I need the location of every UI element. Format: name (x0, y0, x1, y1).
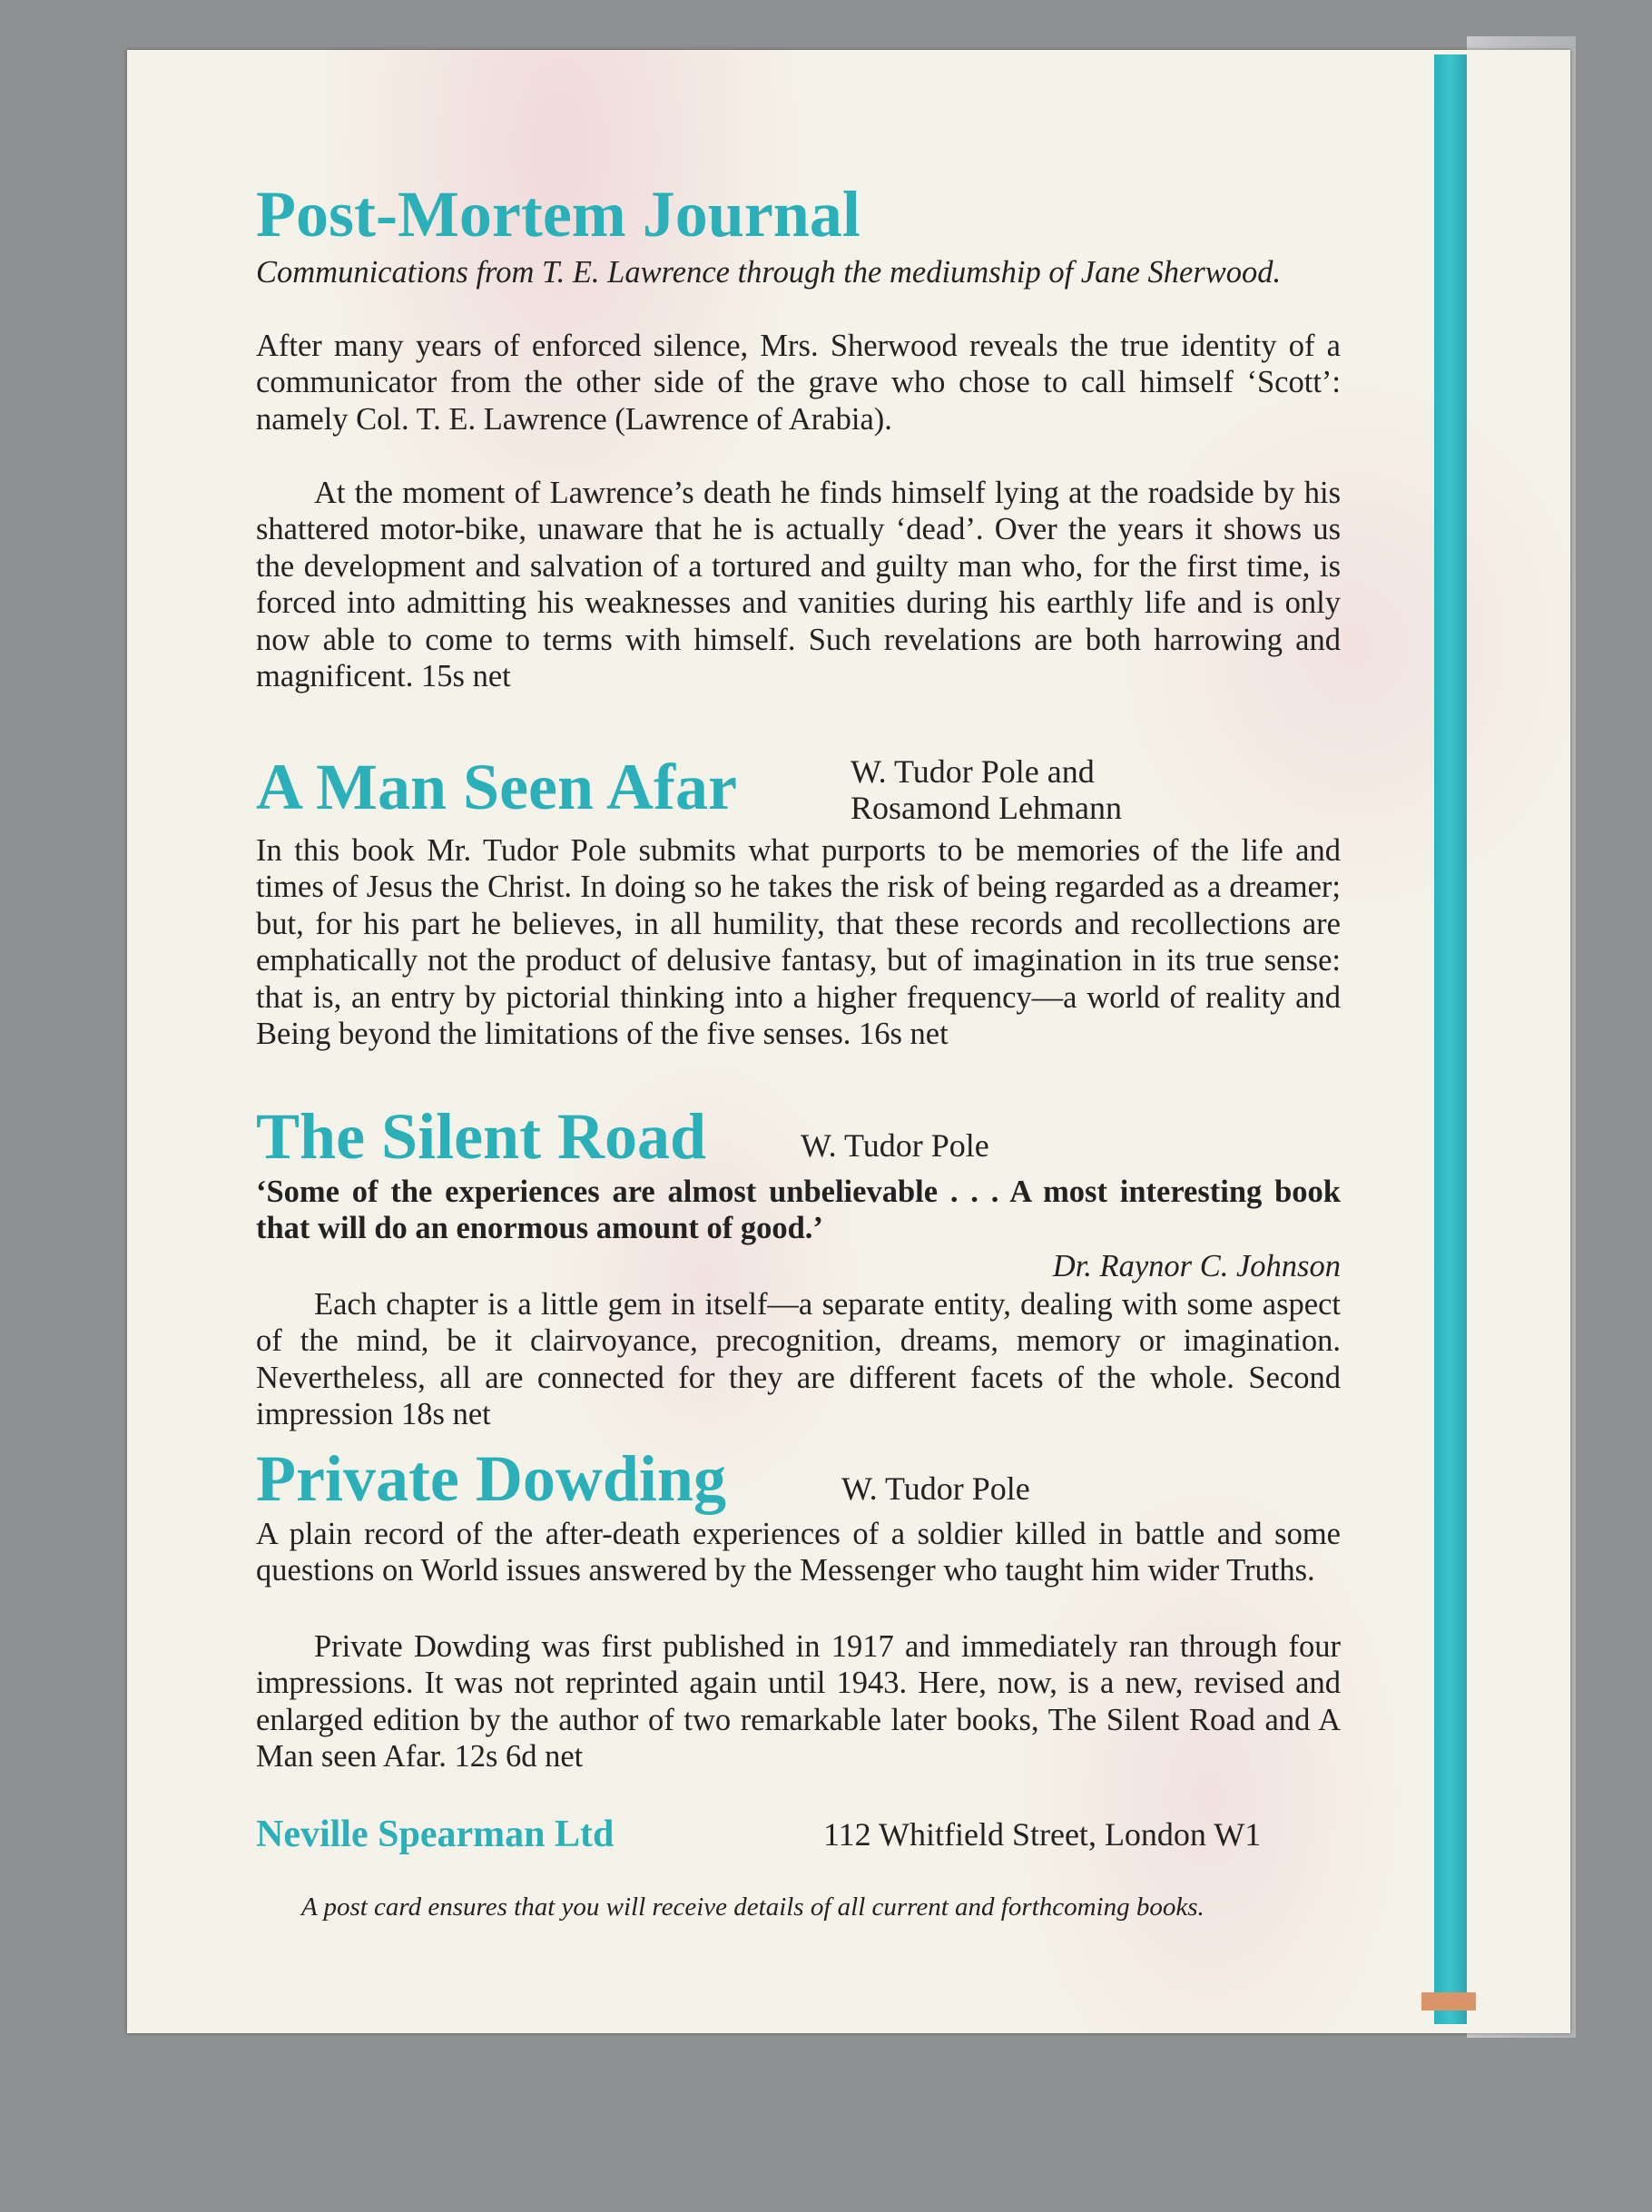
book-description: A plain record of the after-death experiences of a soldier killed in battle and some questions on World issues answered by the Messenger who taught him wider Truths. (256, 1517, 1341, 1588)
book-title: Post-Mortem Journal (256, 178, 860, 251)
spine-stripe (1434, 54, 1467, 2024)
book-author: W. Tudor Pole and (851, 753, 1095, 790)
publisher-name: Neville Spearman Ltd (256, 1814, 615, 1855)
book-description: In this book Mr. Tudor Pole submits what purports to be memories of the life and times of Jesus the Christ. In doing so he takes the risk of being regarded as a dreamer; but, for his part he believes, in all humility, that these records and recollections are emphatically not the product of delusive fantasy, but of imagination in its true sense: that is, an entry by pictorial thinking into a higher frequency—a world of reality and Being beyond the limitations of the five senses. 16s net (256, 833, 1341, 1052)
book-description: Private Dowding was first published in 1917 and immediately ran through four impressions. It was not reprinted again until 1943. Here, now, is a new, revised and enlarged edition by the author of two remarkable later books, The Silent Road and A Man seen Afar. 12s 6d net (256, 1629, 1341, 1775)
book-review-quote: ‘Some of the experiences are almost unbelievable . . . A most interesting book that will do an enormous amount of good.’ (256, 1175, 1341, 1246)
book-description: At the moment of Lawrence’s death he finds himself lying at the roadside by his shattered motor-bike, unaware that he is actually ‘dead’. Over the years it shows us the development and salvation of a tortured and guilty man who, for the first time, is forced into admitting his weaknesses and vanities during his earthly life and is only now able to come to terms with himself. Such revelations are both harrowing and magnificent. 15s net (256, 476, 1341, 694)
book-title: A Man Seen Afar (256, 751, 737, 823)
book-title: Private Dowding (256, 1442, 726, 1515)
publisher-address: 112 Whitfield Street, London W1 (823, 1816, 1262, 1853)
book-subtitle: Communications from T. E. Lawrence through the mediumship of Jane Sherwood. (256, 255, 1282, 290)
book-author: W. Tudor Pole (841, 1470, 1030, 1507)
book-author: W. Tudor Pole (801, 1127, 989, 1164)
book-author: Rosamond Lehmann (851, 790, 1122, 826)
footer-note: A post card ensures that you will receive details of all current and forthcoming books. (301, 1892, 1205, 1922)
quote-attribution: Dr. Raynor C. Johnson (1052, 1249, 1341, 1283)
book-title: The Silent Road (256, 1100, 707, 1173)
board-edge (1421, 1992, 1476, 2010)
book-description: Each chapter is a little gem in itself—a separate entity, dealing with some aspect of the mind, be it clairvoyance, precognition, dreams, memory or imagination. Nevertheless, all are connected for they are different facets of the whole. Second impression 18s net (256, 1287, 1341, 1432)
book-description: After many years of enforced silence, Mrs. Sherwood reveals the true identity of a communicator from the other side of the grave who chose to call himself ‘Scott’: namely Col. T. E. Lawrence (Lawrence of Arabia). (256, 329, 1341, 437)
